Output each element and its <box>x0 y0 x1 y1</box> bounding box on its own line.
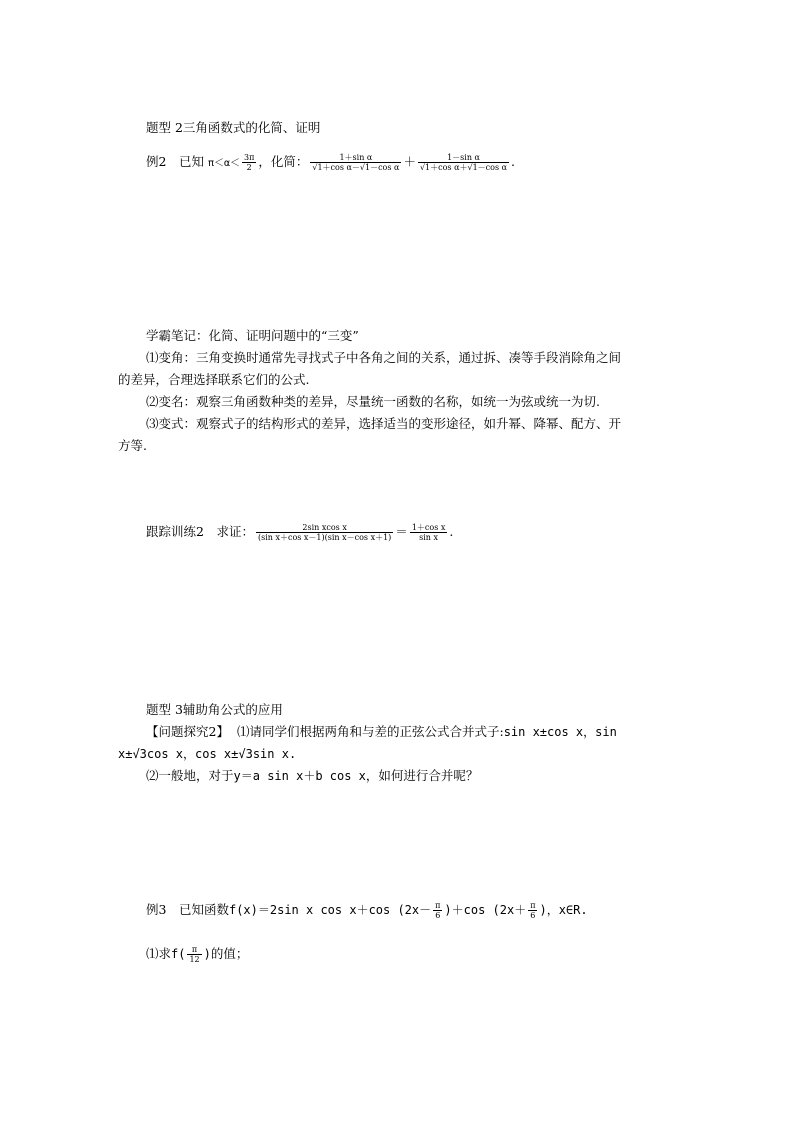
question-1-label: ⑴求 <box>146 946 172 961</box>
example-2-label: 例2 已知 <box>146 154 204 169</box>
plus-sign: ＋ <box>403 154 416 169</box>
notes-point-1-cont: 的差异，合理选择联系它们的公式. <box>118 372 310 387</box>
question-1-end: 的值； <box>210 946 249 961</box>
example-3-question-1 <box>146 945 248 964</box>
inquiry-math: sin x±cos x，sin <box>503 725 617 739</box>
example-2 <box>146 153 515 172</box>
pi-over-6-fraction-2: $\frac{\pi}{6}$ <box>530 901 536 920</box>
condition-fraction: $\frac{3\pi}{2}$ <box>243 153 255 172</box>
lhs-fraction: $\frac{\text{2sin xcos x}}{\text{(sin x＋cos x－1)(sin x－cos x＋1)}}$ <box>257 523 392 542</box>
inquiry-label: 【问题探究2】 <box>146 724 229 739</box>
function-part-3: )，x∈R. <box>539 903 588 917</box>
example-2-task: ，化简： <box>258 154 309 169</box>
inquiry-2-question-2 <box>146 768 478 784</box>
function-part-1: f(x)＝2sin x cos x＋cos (2x－ <box>228 903 432 917</box>
pi-over-6-fraction: $\frac{\pi}{6}$ <box>435 901 441 920</box>
question-text-end: ，如何进行合并呢？ <box>365 768 479 783</box>
section-2-title: 题型 2三角函数式的化简、证明 <box>146 120 321 135</box>
notes-title: 学霸笔记：化简、证明问题中的“三变” <box>146 328 359 343</box>
question-math: y＝a sin x＋b cos x <box>233 769 366 783</box>
notes-point-3: ⑶变式：观察式子的结构形式的差异，选择适当的变形途径，如升幂、降幂、配方、开 <box>146 416 622 431</box>
example-3-label: 例3 已知函数 <box>146 902 229 917</box>
period: . <box>511 154 516 169</box>
period: . <box>449 524 454 539</box>
rhs-fraction: $\frac{\text{1＋cos x}}{\text{sin x}}$ <box>411 523 446 542</box>
question-text: ⑵一般地，对于 <box>146 768 234 783</box>
tracking-exercise-2 <box>146 523 453 542</box>
function-part-2: )＋cos (2x＋ <box>444 903 527 917</box>
question-1-f: f( <box>171 947 186 961</box>
notes-point-1: ⑴变角：三角变换时通常先寻找式子中各角之间的关系，通过拆、凑等手段消除角之间 <box>146 350 622 365</box>
tracking-label: 跟踪训练2 求证： <box>146 524 254 539</box>
notes-point-2: ⑵变名：观察三角函数种类的差异，尽量统一函数的名称，如统一为弦或统一为切. <box>146 394 600 409</box>
inquiry-text: ⑴请同学们根据两角和与差的正弦公式合并式子: <box>236 724 504 739</box>
fraction-2: $\frac{\text{1－sin α}}{\text{√1＋cos α＋√1－cos α}}$ <box>419 153 508 172</box>
question-1-close: ) <box>203 947 211 961</box>
example-3 <box>146 901 588 920</box>
example-2-condition: π＜α＜ <box>207 158 240 169</box>
notes-point-3-cont: 方等. <box>118 438 147 453</box>
fraction-1: $\frac{\text{1＋sin α}}{\text{√1＋cos α－√1－cos α}}$ <box>312 153 400 172</box>
inquiry-2-line-2: x±√3cos x，cos x±√3sin x. <box>118 747 297 761</box>
pi-over-12-fraction: $\frac{\pi}{12}$ <box>189 945 200 964</box>
section-3-title: 题型 3辅助角公式的应用 <box>146 702 283 717</box>
inquiry-2-line-1 <box>146 724 617 740</box>
equals-sign: ＝ <box>395 524 408 539</box>
